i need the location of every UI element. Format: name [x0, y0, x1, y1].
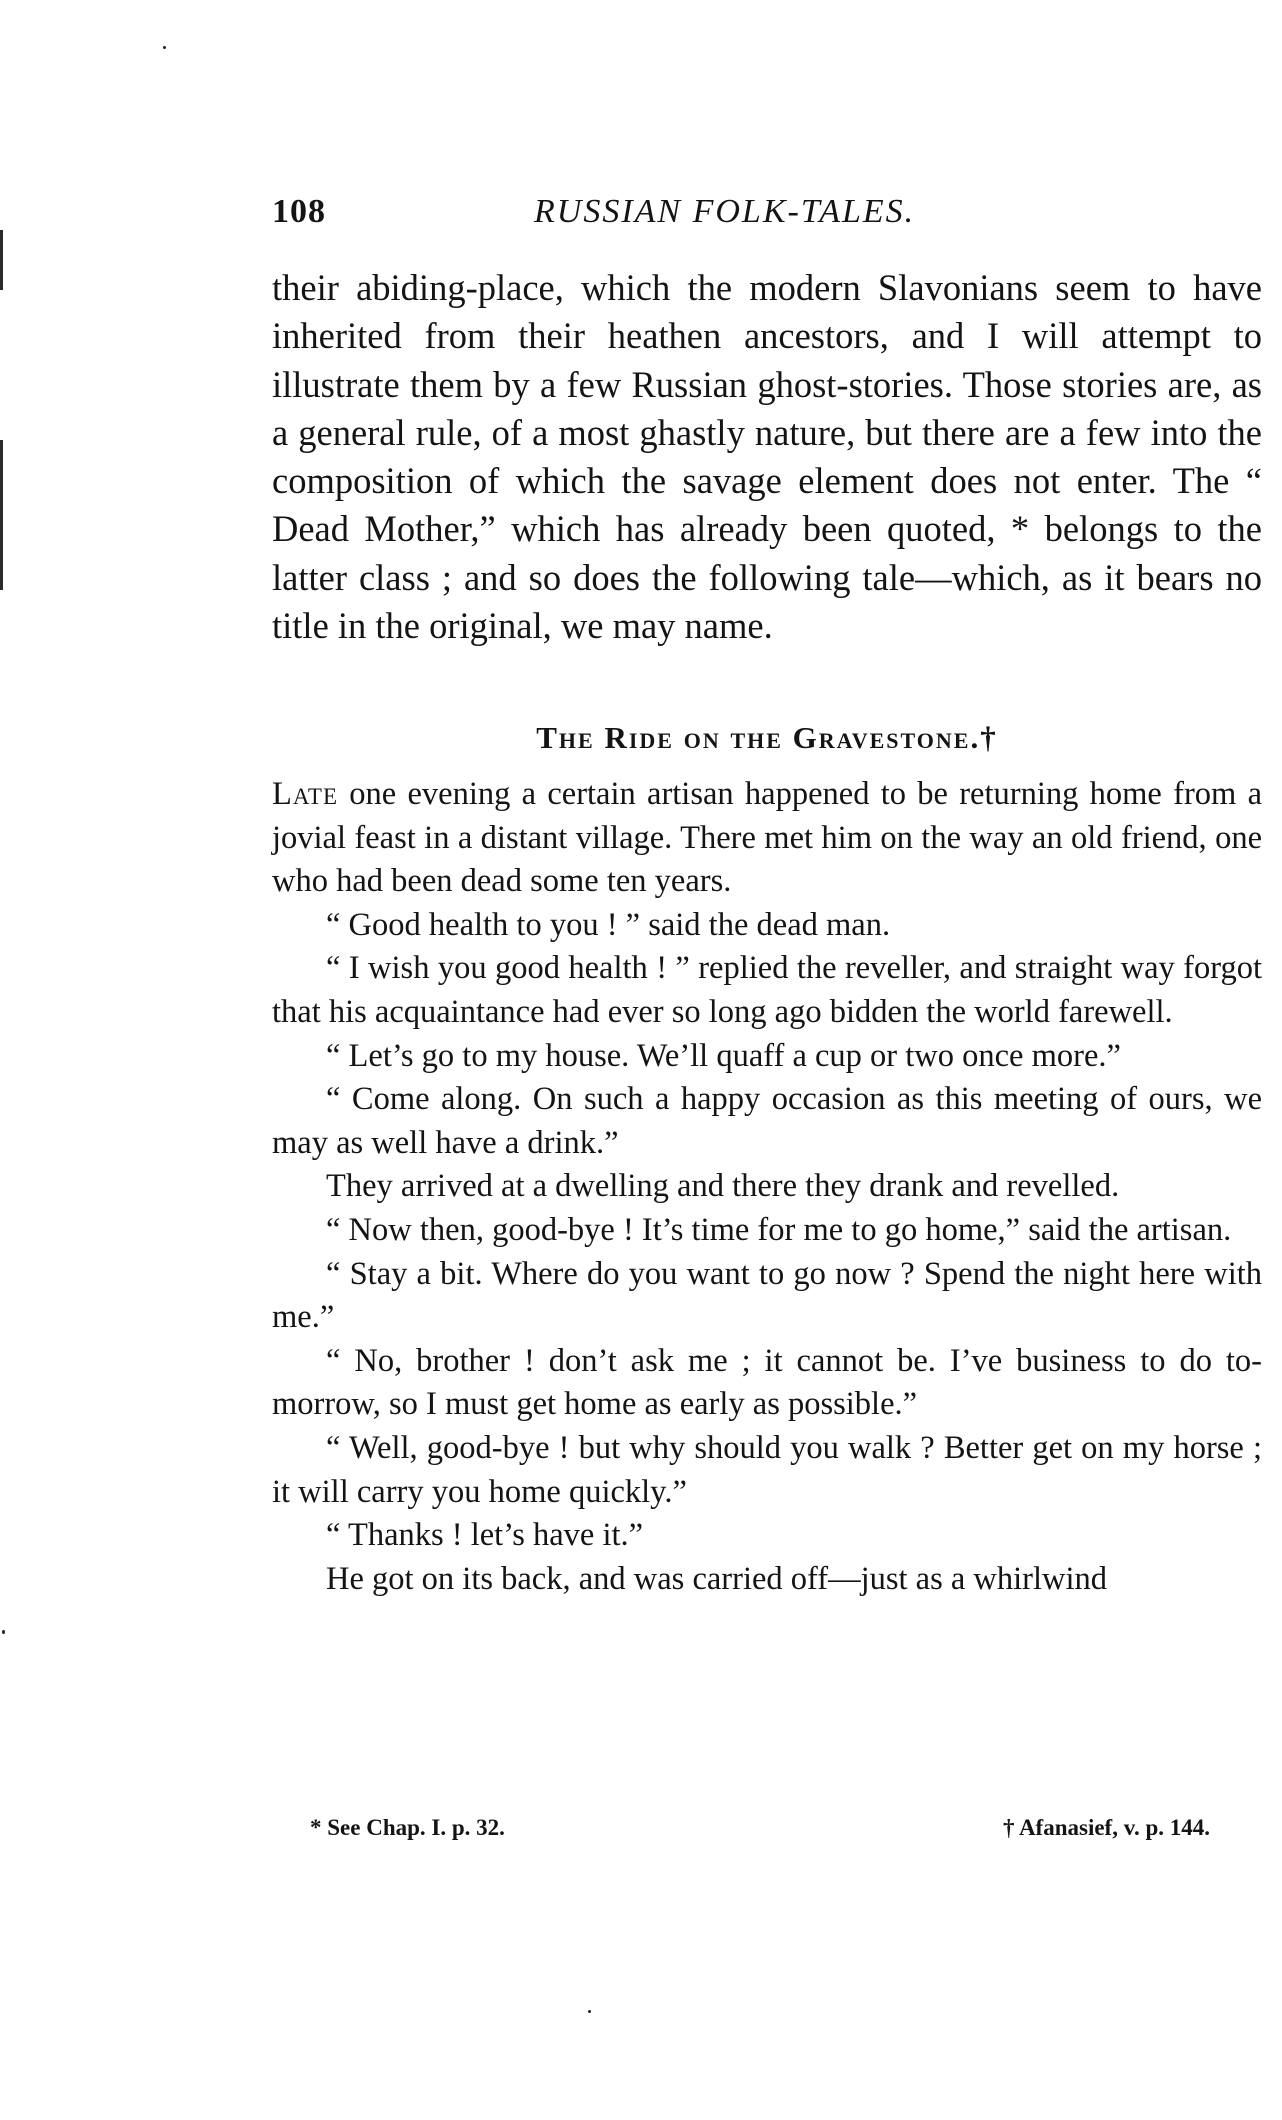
story-paragraph: “ Good health to you ! ” said the dead man. — [326, 906, 891, 943]
footnotes — [310, 1815, 1210, 1855]
lead-word: Late — [272, 776, 339, 812]
story-paragraph: “ I wish you good health ! ” replied the reveller, and straight way forgot that his acquaintance had ever so long ago bidden the world farewell. — [272, 950, 1262, 1030]
story-first-paragraph — [272, 773, 1262, 904]
page-number: 108 — [272, 193, 326, 230]
story-paragraph: “ Thanks ! let’s have it.” — [326, 1517, 644, 1554]
intro-paragraph: their abiding-place, which the modern Slavonians seem to have inherited from their heathen ancestors, and I will attempt to illustrate them by a few Russian ghost-stories. Those stories are, as a general rule, of a most ghastly nature, but there are a few into the composition of which the savage element does not enter. The “ Dead Mother,” which has already been quoted, * belongs to the latter class ; and so does the following tale—which, as it bears no title in the original, we may name. — [272, 267, 1262, 647]
story-text — [272, 773, 1262, 1601]
scan-speck — [588, 2010, 591, 2013]
story-paragraph: They arrived at a dwelling and there they drank and revelled. — [326, 1168, 1120, 1205]
story-paragraph: “ Let’s go to my house. We’ll quaff a cup or two once more.” — [326, 1037, 1121, 1074]
story-title: The Ride on the Gravestone.† — [536, 720, 998, 755]
running-title: RUSSIAN FOLK-TALES. — [534, 193, 916, 230]
scan-edge-line — [0, 440, 3, 590]
story-paragraph: He got on its back, and was carried off—just as a whirlwind — [326, 1560, 1108, 1597]
story-paragraph: “ Now then, good-bye ! It’s time for me to go home,” said the artisan. — [326, 1211, 1232, 1248]
story-paragraph: “ Stay a bit. Where do you want to go now ? Spend the night here with me.” — [272, 1255, 1262, 1336]
running-header — [272, 193, 1262, 243]
story-paragraph: “ No, brother ! don’t ask me ; it cannot be. I’ve business to do to-morrow, so I must get home as early as possible.” — [272, 1342, 1262, 1423]
scan-speck — [163, 46, 166, 49]
scan-edge-line — [0, 230, 3, 290]
first-paragraph-rest: one evening a certain artisan happened to be returning home from a jovial feast in a distant village. There met him on the way an old friend, one who had been dead some ten years. — [272, 776, 1262, 900]
footnote-source-reference: † Afanasief, v. p. 144. — [1002, 1815, 1210, 1840]
scan-speck — [2, 1630, 5, 1634]
story-paragraph: “ Come along. On such a happy occasion as this meeting of ours, we may as well have a drink.” — [272, 1081, 1262, 1161]
story-paragraph: “ Well, good-bye ! but why should you walk ? Better get on my horse ; it will carry you home quickly.” — [272, 1429, 1262, 1510]
footnote-chapter-reference: * See Chap. I. p. 32. — [310, 1815, 505, 1840]
